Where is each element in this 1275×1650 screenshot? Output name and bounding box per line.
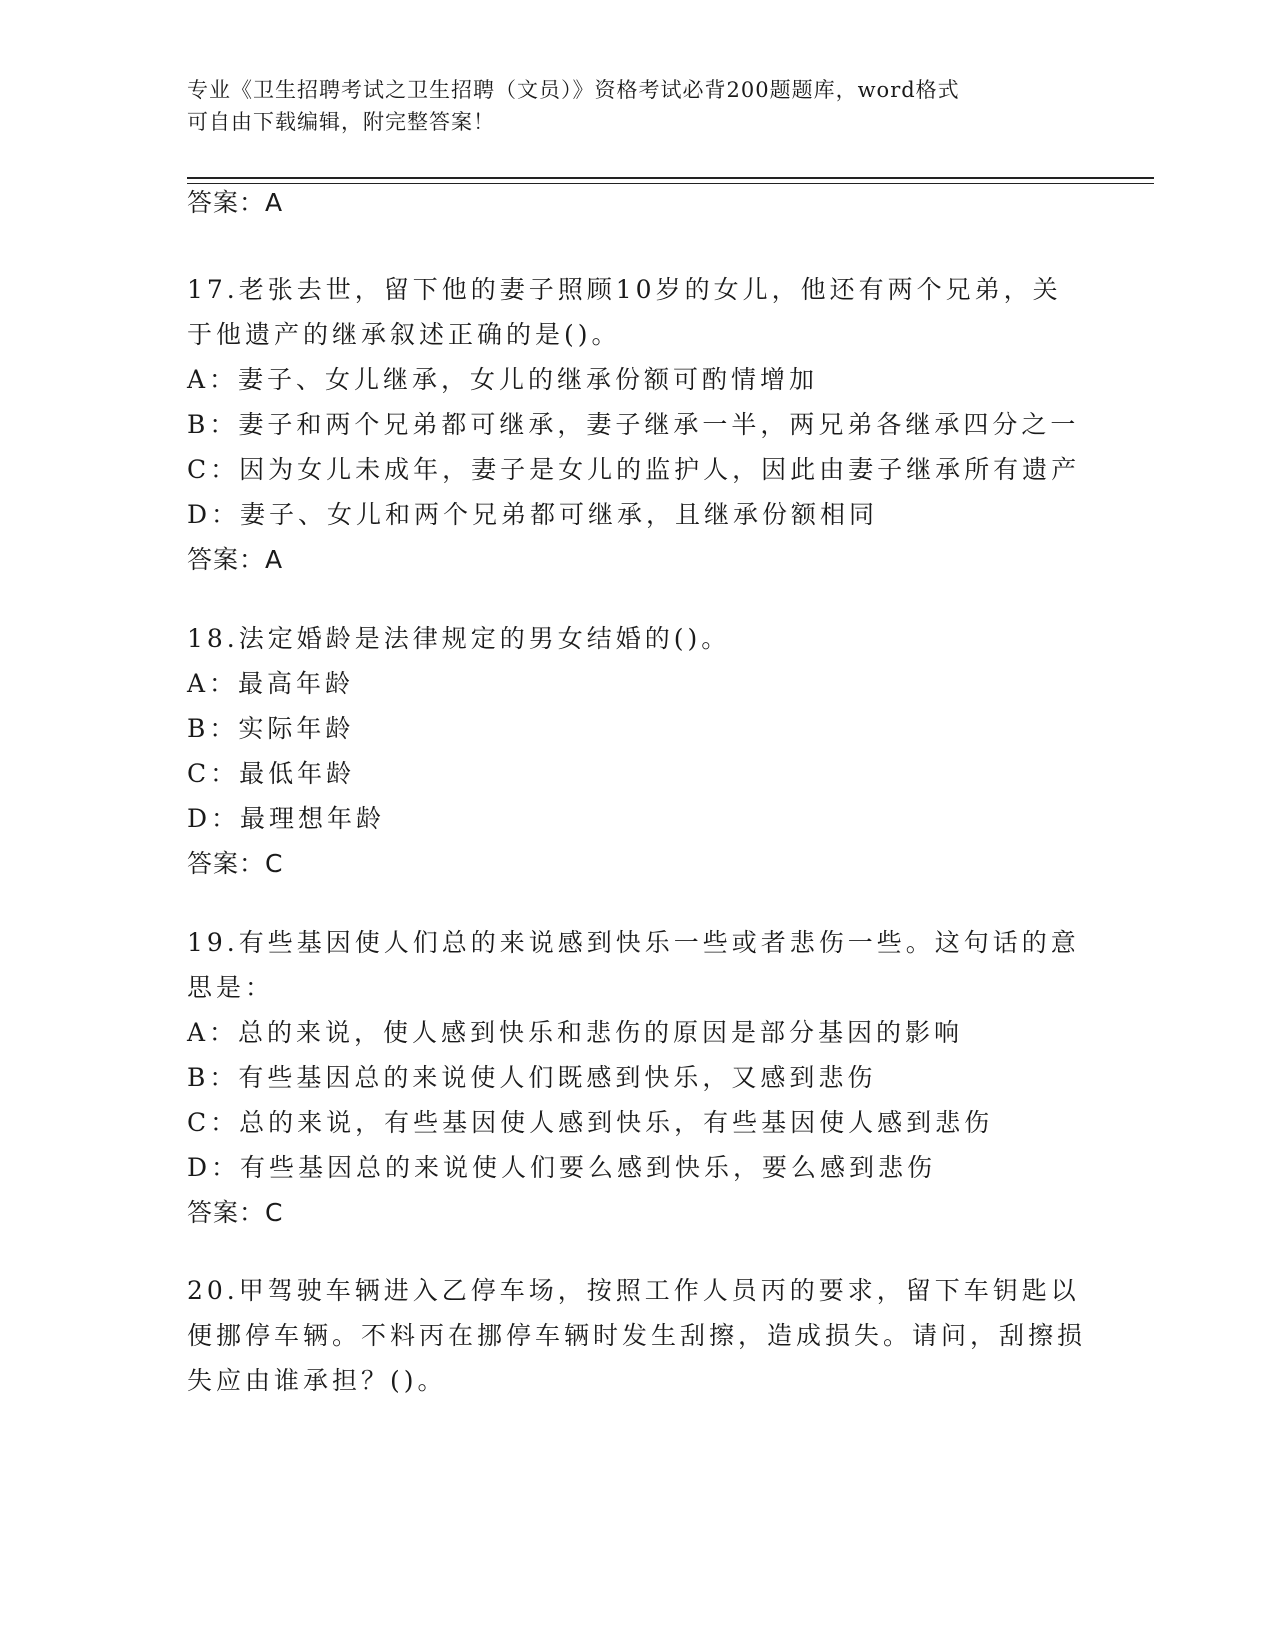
header-rule-thick: [187, 177, 1154, 179]
document-header: [187, 74, 1087, 138]
header-line-2: 可自由下载编辑，附完整答案！: [187, 110, 495, 134]
question-text: 18.法定婚龄是法律规定的男女结婚的()。: [187, 624, 731, 653]
answer: 答案：C: [187, 849, 284, 878]
option-b: B：有些基因总的来说使人们既感到快乐，又感到悲伤: [187, 1063, 877, 1092]
option-a: A：总的来说，使人感到快乐和悲伤的原因是部分基因的影响: [187, 1018, 964, 1047]
question-18: [187, 616, 1087, 886]
answer: 答案：A: [187, 545, 284, 574]
option-d: D：最理想年龄: [187, 804, 386, 833]
answer: 答案：C: [187, 1198, 284, 1227]
question-text: 17.老张去世，留下他的妻子照顾10岁的女儿，他还有两个兄弟，关于他遗产的继承叙述正确的是()。: [187, 275, 1062, 349]
question-17: [187, 267, 1087, 582]
question-text: 19.有些基因使人们总的来说感到快乐一些或者悲伤一些。这句话的意思是：: [187, 928, 1080, 1002]
option-a: A：最高年龄: [187, 669, 355, 698]
question-text: 20.甲驾驶车辆进入乙停车场，按照工作人员丙的要求，留下车钥匙以便挪停车辆。不料丙在挪停车辆时发生刮擦，造成损失。请问，刮擦损失应由谁承担？()。: [187, 1276, 1087, 1395]
option-b: B：妻子和两个兄弟都可继承，妻子继承一半，两兄弟各继承四分之一: [187, 410, 1080, 439]
option-d: D：有些基因总的来说使人们要么感到快乐，要么感到悲伤: [187, 1153, 937, 1182]
question-20: [187, 1268, 1087, 1403]
question-19: [187, 920, 1087, 1235]
previous-answer: 答案：A: [187, 188, 284, 217]
option-a: A：妻子、女儿继承，女儿的继承份额可酌情增加: [187, 365, 819, 394]
option-b: B：实际年龄: [187, 714, 355, 743]
option-c: C：因为女儿未成年，妻子是女儿的监护人，因此由妻子继承所有遗产: [187, 455, 1081, 484]
option-c: C：最低年龄: [187, 759, 356, 788]
option-d: D：妻子、女儿和两个兄弟都可继承，且继承份额相同: [187, 500, 879, 529]
option-c: C：总的来说，有些基因使人感到快乐，有些基因使人感到悲伤: [187, 1108, 994, 1137]
header-line-1: 专业《卫生招聘考试之卫生招聘（文员）》资格考试必背200题题库，word格式: [187, 78, 960, 102]
